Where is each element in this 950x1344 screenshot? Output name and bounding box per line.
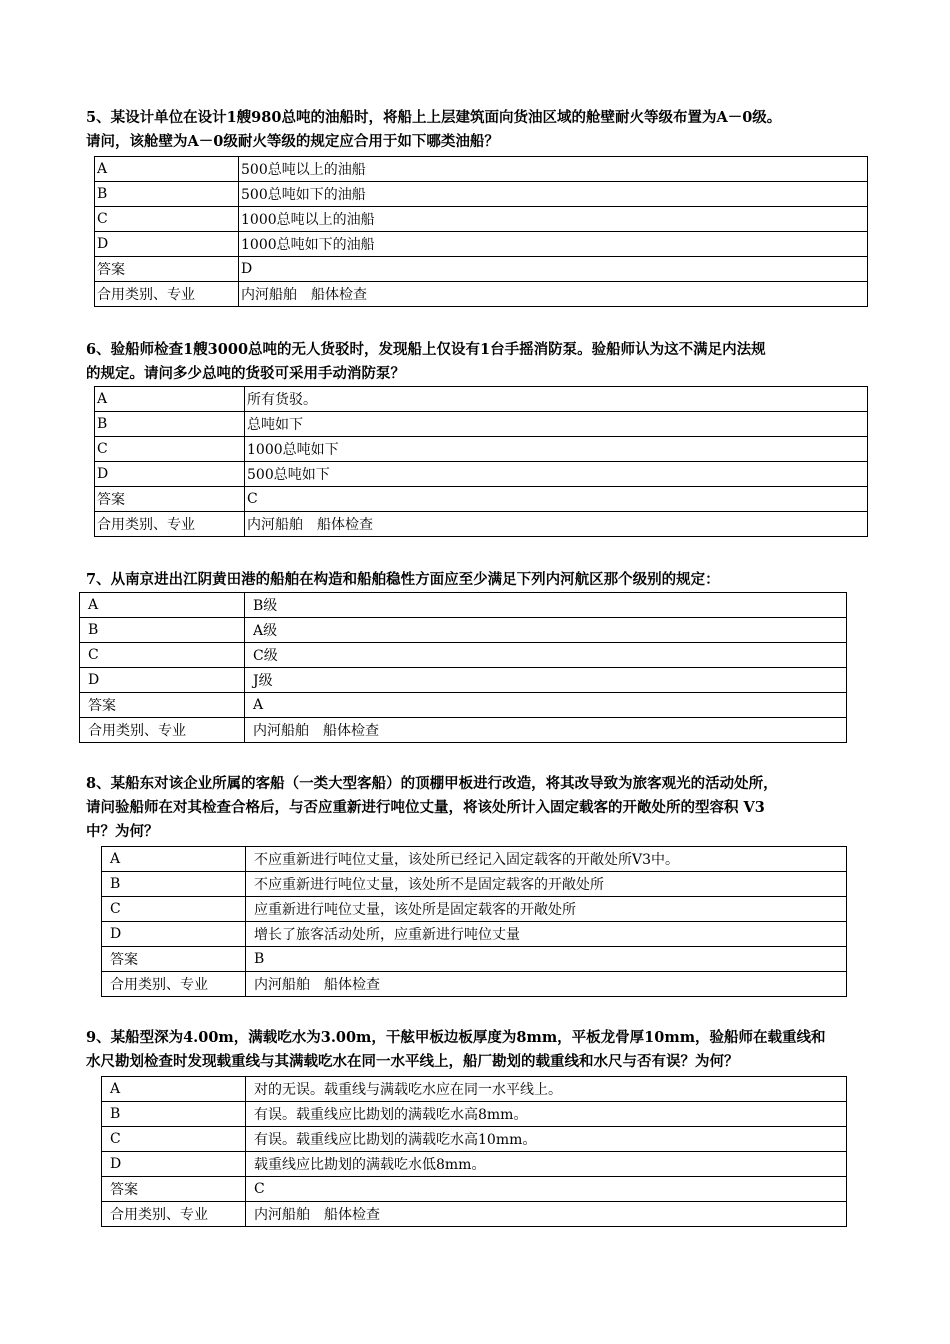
option-label: D bbox=[95, 232, 239, 257]
option-label: C bbox=[95, 437, 245, 462]
option-label: B bbox=[102, 1102, 246, 1127]
option-value: 增长了旅客活动处所，应重新进行吨位丈量 bbox=[246, 922, 847, 947]
option-label: A bbox=[102, 1077, 246, 1102]
question-5-table bbox=[94, 156, 868, 307]
category-value: 内河船舶 船体检查 bbox=[239, 282, 868, 307]
table-row bbox=[95, 387, 868, 412]
option-label: B bbox=[102, 872, 246, 897]
category-label: 合用类别、专业 bbox=[102, 972, 246, 997]
table-row bbox=[102, 972, 847, 997]
table-row bbox=[102, 1177, 847, 1202]
option-value: 500总吨如下的油船 bbox=[239, 182, 868, 207]
option-label: C bbox=[95, 207, 239, 232]
answer-label: 答案 bbox=[95, 487, 245, 512]
table-row bbox=[95, 182, 868, 207]
table-row bbox=[102, 1152, 847, 1177]
table-row bbox=[95, 462, 868, 487]
question-9-table bbox=[101, 1076, 847, 1227]
option-label: D bbox=[80, 668, 245, 693]
option-value: 所有货驳。 bbox=[245, 387, 868, 412]
category-label: 合用类别、专业 bbox=[102, 1202, 246, 1227]
table-row bbox=[102, 872, 847, 897]
option-value: 有误。载重线应比勘划的满载吃水高8mm。 bbox=[246, 1102, 847, 1127]
answer-value: C bbox=[246, 1177, 847, 1202]
option-label: B bbox=[95, 182, 239, 207]
question-7-text: 7、从南京进出江阴黄田港的船舶在构造和船舶稳性方面应至少满足下列内河航区那个级别的规定： bbox=[86, 571, 720, 588]
option-value: J级 bbox=[245, 668, 847, 693]
table-row bbox=[80, 668, 847, 693]
option-label: D bbox=[102, 922, 246, 947]
option-value: 有误。载重线应比勘划的满载吃水高10mm。 bbox=[246, 1127, 847, 1152]
option-label: B bbox=[95, 412, 245, 437]
table-row bbox=[95, 437, 868, 462]
option-label: A bbox=[80, 593, 245, 618]
table-row bbox=[95, 257, 868, 282]
option-label: A bbox=[95, 387, 245, 412]
question-6-table bbox=[94, 386, 868, 537]
option-value: 不应重新进行吨位丈量，该处所不是固定载客的开敞处所 bbox=[246, 872, 847, 897]
table-row bbox=[102, 1202, 847, 1227]
option-value: 应重新进行吨位丈量，该处所是固定载客的开敞处所 bbox=[246, 897, 847, 922]
category-value: 内河船舶 船体检查 bbox=[246, 1202, 847, 1227]
question-8-text: 8、某船东对该企业所属的客船（一类大型客船）的顶棚甲板进行改造，将其改导致为旅客观光的活动处所， 请问验船师在对其检查合格后，与否应重新进行吨位丈量，将该处所计入固定载客的开敞处所的型容积 V3 中？为何？ bbox=[86, 775, 778, 840]
category-value: 内河船舶 船体检查 bbox=[246, 972, 847, 997]
option-label: A bbox=[95, 157, 239, 182]
option-value: A级 bbox=[245, 618, 847, 643]
category-label: 合用类别、专业 bbox=[95, 512, 245, 537]
option-label: D bbox=[102, 1152, 246, 1177]
table-row bbox=[95, 157, 868, 182]
question-8-table bbox=[101, 846, 847, 997]
option-value: 500总吨如下 bbox=[245, 462, 868, 487]
option-label: B bbox=[80, 618, 245, 643]
option-value: 1000总吨如下 bbox=[245, 437, 868, 462]
table-row bbox=[102, 922, 847, 947]
question-5-text: 5、某设计单位在设计1艘980总吨的油船时，将船上上层建筑面向货油区域的舱壁耐火等级布置为A－0级。 请问，该舱壁为A－0级耐火等级的规定应合用于如下哪类油船？ bbox=[86, 109, 782, 150]
table-row bbox=[102, 1077, 847, 1102]
category-label: 合用类别、专业 bbox=[95, 282, 239, 307]
question-6-text: 6、验船师检查1艘3000总吨的无人货驳时，发现船上仅设有1台手摇消防泵。验船师认为这不满足内法规 的规定。请问多少总吨的货驳可采用手动消防泵？ bbox=[86, 341, 766, 382]
option-label: C bbox=[102, 897, 246, 922]
option-value: 1000总吨以上的油船 bbox=[239, 207, 868, 232]
table-row bbox=[80, 693, 847, 718]
table-row bbox=[102, 947, 847, 972]
answer-value: D bbox=[239, 257, 868, 282]
option-value: C级 bbox=[245, 643, 847, 668]
table-row bbox=[95, 232, 868, 257]
option-value: 总吨如下 bbox=[245, 412, 868, 437]
table-row bbox=[102, 1127, 847, 1152]
question-9-text: 9、某船型深为4.00m，满载吃水为3.00m，干舷甲板边板厚度为8mm，平板龙骨厚10mm，验船师在载重线和 水尺勘划检查时发现载重线与其满载吃水在同一水平线上，船厂勘划的载重线和水尺与否有误？为何？ bbox=[86, 1029, 826, 1070]
option-value: B级 bbox=[245, 593, 847, 618]
option-value: 1000总吨如下的油船 bbox=[239, 232, 868, 257]
option-label: A bbox=[102, 847, 246, 872]
answer-label: 答案 bbox=[102, 1177, 246, 1202]
option-value: 对的无误。载重线与满载吃水应在同一水平线上。 bbox=[246, 1077, 847, 1102]
answer-label: 答案 bbox=[80, 693, 245, 718]
option-label: C bbox=[102, 1127, 246, 1152]
category-value: 内河船舶 船体检查 bbox=[245, 718, 847, 743]
table-row bbox=[95, 487, 868, 512]
option-value: 载重线应比勘划的满载吃水低8mm。 bbox=[246, 1152, 847, 1177]
option-value: 不应重新进行吨位丈量，该处所已经记入固定载客的开敞处所V3中。 bbox=[246, 847, 847, 872]
table-row bbox=[95, 282, 868, 307]
answer-value: C bbox=[245, 487, 868, 512]
option-label: D bbox=[95, 462, 245, 487]
answer-label: 答案 bbox=[102, 947, 246, 972]
table-row bbox=[80, 643, 847, 668]
table-row bbox=[80, 618, 847, 643]
option-label: C bbox=[80, 643, 245, 668]
table-row bbox=[102, 1102, 847, 1127]
table-row bbox=[80, 593, 847, 618]
option-value: 500总吨以上的油船 bbox=[239, 157, 868, 182]
table-row bbox=[95, 512, 868, 537]
question-7-table bbox=[79, 592, 847, 743]
table-row bbox=[102, 897, 847, 922]
table-row bbox=[102, 847, 847, 872]
answer-value: B bbox=[246, 947, 847, 972]
table-row bbox=[80, 718, 847, 743]
answer-value: A bbox=[245, 693, 847, 718]
answer-label: 答案 bbox=[95, 257, 239, 282]
table-row bbox=[95, 412, 868, 437]
category-value: 内河船舶 船体检查 bbox=[245, 512, 868, 537]
category-label: 合用类别、专业 bbox=[80, 718, 245, 743]
table-row bbox=[95, 207, 868, 232]
